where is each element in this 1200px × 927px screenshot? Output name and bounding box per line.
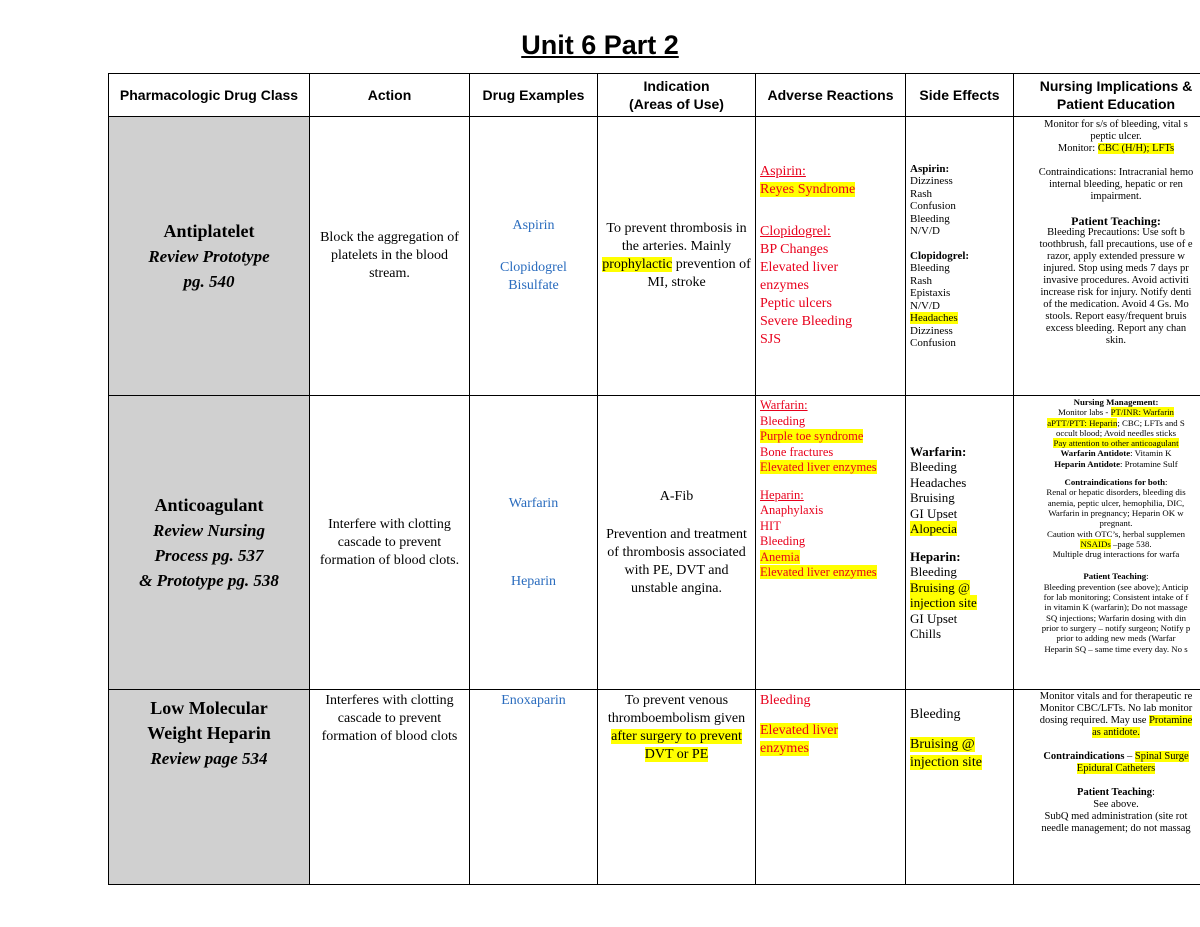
adverse-item: Bleeding xyxy=(760,534,806,548)
nursing-label: Heparin Antidote xyxy=(1054,458,1121,469)
nursing-line: Monitor vitals and for therapeutic re xyxy=(1039,691,1193,702)
nursing-highlight: PT/INR: Warfarin xyxy=(1110,407,1174,418)
page-title: Unit 6 Part 2 xyxy=(521,30,679,60)
header-indication-line2: (Areas of Use) xyxy=(629,96,724,112)
indication-text: Prevention and treatment of thrombosis associated with PE, DVT and unstable angina. xyxy=(606,526,747,596)
table-row-antiplatelet xyxy=(109,117,1200,396)
nursing-label: Contraindications for both xyxy=(1064,477,1166,488)
drug-example: Clopidogrel xyxy=(500,260,567,275)
nursing-line: Monitor labs - xyxy=(1058,407,1111,418)
nursing-highlight: CBC (H/H); LFTs xyxy=(1097,143,1175,154)
side-effect-item: Epistaxis xyxy=(910,287,951,299)
action-cell: Interferes with clotting cascade to prevent formation of blood clots xyxy=(310,690,470,885)
nursing-line: dosing required. May use xyxy=(1039,715,1150,726)
nursing-line: invasive procedures. Avoid activiti xyxy=(1043,275,1189,286)
nursing-line: skin. xyxy=(1105,335,1127,346)
action-cell: Block the aggregation of platelets in the blood stream. xyxy=(310,117,470,396)
nursing-line: pregnant. xyxy=(1099,518,1133,529)
class-cell xyxy=(109,117,310,396)
indication-cell xyxy=(598,396,756,690)
class-reference: Review Prototype xyxy=(148,246,270,266)
indication-text: To prevent thrombosis in the arteries. Mainly xyxy=(606,221,747,254)
side-effect-label: Heparin: xyxy=(910,548,961,564)
side-effect-item: Bleeding xyxy=(910,262,950,274)
adverse-item: Peptic ulcers xyxy=(760,296,832,311)
adverse-item: enzymes xyxy=(760,741,809,756)
table-row-lmwh xyxy=(109,690,1200,885)
nursing-line: Warfarin in pregnancy; Heparin OK w xyxy=(1048,507,1184,518)
adverse-item: Elevated liver enzymes xyxy=(760,460,877,474)
side-effect-item: Rash xyxy=(910,274,932,287)
nursing-line: excess bleeding. Report any chan xyxy=(1045,323,1187,334)
examples-cell xyxy=(470,117,598,396)
adverse-label: Aspirin: xyxy=(760,164,806,179)
nursing-line: prior to adding new meds (Warfar xyxy=(1056,633,1176,644)
adverse-item: Severe Bleeding xyxy=(760,314,853,329)
class-name: Antiplatelet xyxy=(163,220,255,241)
side-effect-item: N/V/D xyxy=(910,299,940,312)
drug-example: Aspirin xyxy=(512,218,555,233)
nursing-line: Bleeding prevention (see above); Anticip xyxy=(1043,581,1189,592)
nursing-highlight: Spinal Surge xyxy=(1134,751,1189,762)
side-effect-item: injection site xyxy=(910,755,982,770)
nursing-line: Multiple drug interactions for warfa xyxy=(1052,549,1180,560)
nursing-label: Nursing Management: xyxy=(1073,397,1159,407)
header-indication-line1: Indication xyxy=(643,78,710,94)
indication-text: To prevent venous thromboembolism given xyxy=(607,693,746,726)
header-adverse: Adverse Reactions xyxy=(756,74,906,117)
nursing-line: stools. Report easy/frequent bruis xyxy=(1045,311,1187,322)
adverse-item: Bleeding xyxy=(760,413,806,428)
nursing-highlight: NSAIDs xyxy=(1080,538,1111,549)
nursing-line: impairment. xyxy=(1090,191,1142,202)
side-effect-label: Aspirin: xyxy=(910,162,950,175)
nursing-line: increase risk for injury. Notify denti xyxy=(1040,287,1192,298)
nursing-line: : Vitamin K xyxy=(1130,448,1172,459)
side-effect-item: Confusion xyxy=(910,200,956,212)
nursing-highlight: Pay attention to other anticoagulant xyxy=(1053,438,1179,449)
header-action: Action xyxy=(310,74,470,117)
side-effect-item: Alopecia xyxy=(910,521,957,536)
nursing-line: internal bleeding, hepatic or ren xyxy=(1049,179,1183,190)
nursing-line: Monitor CBC/LFTs. No lab monitor xyxy=(1039,703,1193,714)
nursing-line: anemia, peptic ulcer, hemophilia, DIC, xyxy=(1047,497,1185,508)
class-reference: Review Nursing xyxy=(153,520,265,540)
nursing-label: Patient Teaching: xyxy=(1071,214,1161,228)
nursing-highlight: as antidote. xyxy=(1092,727,1140,738)
side-effect-label: Clopidogrel: xyxy=(910,249,970,262)
side-effect-item: Headaches xyxy=(910,312,958,324)
nursing-cell: Nursing Management: Monitor labs - PT/INR: Warfarin aPTT/PTT: Heparin; CBC; LFTs and S occult blood; Avoid needles sticks Pay attention to other anticoagulant Warfarin Antidote: Vitamin K Heparin Antidote: Protamine Sulf Contraindications for both: Renal or hepatic disorders, bleeding dis anemia, peptic ulcer, hemophilia, DIC, Warfarin in pregnancy; Heparin OK w pregnant. Caution with OTC’s, herbal supplemen NSAIDs –page 538. Multiple drug interactions for warfa Patient Teaching: Bleeding prevention (see above); Anticip for lab monitoring; Consistent intake of f in vitamin K (warfarin); Do not massage SQ injections; Warfarin dosing with din prior to surgery – notify surgeon; Notify p prior to adding new meds (Warfar Heparin SQ – same time every day. No s xyxy=(1014,396,1200,690)
side-effect-item: Confusion xyxy=(910,337,956,349)
adverse-item: SJS xyxy=(760,332,782,347)
adverse-item: Elevated liver xyxy=(760,723,839,738)
adverse-label: Warfarin: xyxy=(760,398,808,412)
side-effect-item: GI Upset xyxy=(910,610,958,626)
indication-cell xyxy=(598,690,756,885)
header-nursing-line1: Nursing Implications & xyxy=(1039,78,1193,94)
class-cell xyxy=(109,396,310,690)
side-effect-item: Bruising @ xyxy=(910,737,975,752)
adverse-item: Anaphylaxis xyxy=(760,503,824,517)
indication-text: prevention of MI, stroke xyxy=(647,257,751,290)
drug-example: Bisulfate xyxy=(508,278,559,293)
nursing-line: for lab monitoring; Consistent intake of f xyxy=(1043,592,1189,603)
nursing-label: Contraindications xyxy=(1043,751,1125,762)
nursing-cell: Monitor vitals and for therapeutic re Monitor CBC/LFTs. No lab monitor dosing required. May use Protamine as antidote. Contraindications – Spinal Surge Epidural Catheters Patient Teaching: See above. SubQ med administration (site rot needle management; do not massag xyxy=(1014,690,1200,885)
adverse-item: enzymes xyxy=(760,278,809,293)
nursing-cell xyxy=(1014,117,1200,396)
header-nursing xyxy=(1014,74,1200,117)
indication-text: A-Fib xyxy=(659,488,694,504)
nursing-line: occult blood; Avoid needles sticks xyxy=(1055,427,1177,438)
nursing-line: needle management; do not massag xyxy=(1041,823,1191,834)
side-effects-cell xyxy=(906,690,1014,885)
examples-cell xyxy=(470,396,598,690)
side-effect-item: N/V/D xyxy=(910,225,940,237)
header-row xyxy=(109,74,1200,117)
side-effects-cell xyxy=(906,396,1014,690)
nursing-line: Bleeding Precautions: Use soft b xyxy=(1047,227,1185,238)
header-side-effects: Side Effects xyxy=(906,74,1014,117)
drug-example: Warfarin xyxy=(508,495,559,511)
adverse-item: Purple toe syndrome xyxy=(760,429,864,443)
adverse-item: Elevated liver xyxy=(760,260,839,275)
indication-highlight: after surgery to prevent DVT or PE xyxy=(611,729,742,762)
nursing-highlight: aPTT/PTT: Heparin xyxy=(1047,417,1118,428)
adverse-cell xyxy=(756,396,906,690)
nursing-label: Patient Teaching xyxy=(1077,787,1153,798)
class-name: Low Molecular Weight Heparin xyxy=(147,698,271,743)
drug-example: Heparin xyxy=(510,573,557,589)
nursing-line: Monitor for s/s of bleeding, vital s xyxy=(1044,119,1188,130)
nursing-line: See above. xyxy=(1093,799,1139,810)
side-effect-item: Dizziness xyxy=(910,175,953,187)
nursing-line: Renal or hepatic disorders, bleeding dis xyxy=(1046,487,1186,498)
nursing-highlight: Epidural Catheters xyxy=(1076,763,1156,774)
nursing-line: of the medication. Avoid 4 Gs. Mo xyxy=(1043,299,1189,310)
nursing-line: ; CBC; LFTs and S xyxy=(1117,417,1185,428)
nursing-line: toothbrush, fall precautions, use of e xyxy=(1039,239,1193,250)
side-effect-item: Bruising @ xyxy=(910,579,971,595)
class-reference: & Prototype pg. 538 xyxy=(139,570,279,590)
class-name: Anticoagulant xyxy=(154,494,264,515)
nursing-line: – xyxy=(1124,751,1135,762)
class-reference: Review page 534 xyxy=(150,749,268,768)
adverse-item: BP Changes xyxy=(760,242,829,257)
examples-cell xyxy=(470,690,598,885)
adverse-item: Reyes Syndrome xyxy=(760,182,856,197)
nursing-line: prior to surgery – notify surgeon; Notify p xyxy=(1041,622,1191,633)
adverse-cell xyxy=(756,690,906,885)
side-effect-item: Bleeding xyxy=(910,459,957,474)
side-effect-item: Bruising xyxy=(910,490,955,505)
header-nursing-line2: Patient Education xyxy=(1056,96,1176,112)
indication-cell xyxy=(598,117,756,396)
class-reference: pg. 540 xyxy=(183,271,235,291)
class-reference: Process pg. 537 xyxy=(154,545,264,565)
nursing-line: injured. Stop using meds 7 days pr xyxy=(1043,263,1189,274)
drug-example: Enoxaparin xyxy=(501,693,566,708)
nursing-label: Patient Teaching xyxy=(1083,571,1147,582)
side-effect-item: Headaches xyxy=(910,474,967,490)
nursing-line: razor, apply extended pressure w xyxy=(1046,251,1186,262)
drug-table xyxy=(108,73,1200,885)
adverse-item: HIT xyxy=(760,518,781,533)
adverse-item: Bleeding xyxy=(760,693,811,708)
class-cell xyxy=(109,690,310,885)
adverse-item: Bone fractures xyxy=(760,444,834,459)
side-effect-item: Dizziness xyxy=(910,324,953,337)
side-effect-item: injection site xyxy=(910,595,977,610)
side-effects-cell xyxy=(906,117,1014,396)
side-effect-item: Bleeding xyxy=(910,707,961,722)
adverse-item: Elevated liver enzymes xyxy=(760,565,877,579)
nursing-line: in vitamin K (warfarin); Do not massage xyxy=(1044,602,1188,613)
adverse-item: Anemia xyxy=(760,549,800,564)
nursing-line: SQ injections; Warfarin dosing with din xyxy=(1045,612,1187,623)
side-effect-item: GI Upset xyxy=(910,505,958,521)
adverse-label: Heparin: xyxy=(760,487,804,502)
side-effect-item: Bleeding xyxy=(910,564,957,579)
adverse-label: Clopidogrel: xyxy=(760,224,831,239)
side-effect-item: Rash xyxy=(910,187,932,200)
nursing-line: : Protamine Sulf xyxy=(1120,458,1178,469)
side-effect-item: Chills xyxy=(910,626,942,641)
nursing-line: Caution with OTC’s, herbal supplemen xyxy=(1046,528,1186,539)
header-indication xyxy=(598,74,756,117)
nursing-line: –page 538. xyxy=(1110,538,1152,549)
nursing-highlight: Protamine xyxy=(1149,715,1193,726)
side-effect-label: Warfarin: xyxy=(910,443,967,459)
header-examples: Drug Examples xyxy=(470,74,598,117)
adverse-cell xyxy=(756,117,906,396)
indication-highlight: prophylactic xyxy=(602,257,673,272)
table-row-anticoagulant xyxy=(109,396,1200,690)
nursing-line: Monitor: xyxy=(1057,143,1098,154)
nursing-line: Contraindications: Intracranial hemo xyxy=(1038,167,1194,178)
action-cell: Interfere with clotting cascade to prevent formation of blood clots. xyxy=(310,396,470,690)
nursing-line: Heparin SQ – same time every day. No s xyxy=(1044,643,1188,654)
nursing-line: peptic ulcer. xyxy=(1090,131,1142,142)
header-drug-class: Pharmacologic Drug Class xyxy=(109,74,310,117)
nursing-line: SubQ med administration (site rot xyxy=(1044,811,1188,822)
side-effect-item: Bleeding xyxy=(910,212,950,225)
nursing-label: Warfarin Antidote xyxy=(1060,448,1131,459)
